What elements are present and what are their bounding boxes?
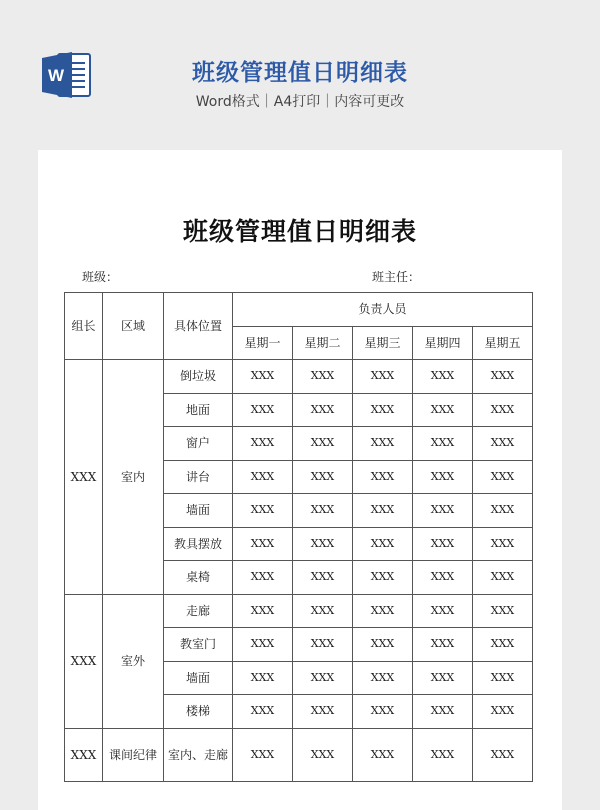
header-day: 星期一 [233, 326, 293, 360]
duty-person-cell: XXX [233, 360, 293, 394]
header-day: 星期五 [473, 326, 533, 360]
duty-person-cell: XXX [473, 360, 533, 394]
duty-person-cell: XXX [293, 360, 353, 394]
location-cell: 讲台 [164, 460, 233, 494]
class-field-label: 班级： [82, 270, 119, 284]
location-cell: 窗户 [164, 427, 233, 461]
duty-person-cell: XXX [353, 360, 413, 394]
duty-person-cell: XXX [293, 661, 353, 695]
document-title: 班级管理值日明细表 [182, 217, 417, 246]
duty-person-cell: XXX [353, 393, 413, 427]
duty-person-cell: XXX [293, 628, 353, 662]
duty-person-cell: XXX [293, 695, 353, 729]
duty-person-cell: XXX [413, 360, 473, 394]
header-day: 星期四 [413, 326, 473, 360]
duty-person-cell: XXX [413, 661, 473, 695]
location-cell: 楼梯 [164, 695, 233, 729]
table-row [65, 360, 533, 394]
duty-person-cell: XXX [413, 460, 473, 494]
duty-person-cell: XXX [473, 594, 533, 628]
duty-person-cell: XXX [233, 695, 293, 729]
duty-person-cell: XXX [473, 460, 533, 494]
header-area: 区域 [103, 293, 164, 360]
promo-title: 班级管理值日明细表 [192, 60, 408, 86]
duty-person-cell: XXX [293, 561, 353, 595]
duty-person-cell: XXX [353, 695, 413, 729]
promo-subtitle: Word格式｜A4打印｜内容可更改 [195, 94, 405, 110]
duty-person-cell: XXX [293, 427, 353, 461]
duty-person-cell: XXX [353, 527, 413, 561]
duty-person-cell: XXX [293, 460, 353, 494]
word-icon-letter: W [47, 66, 65, 85]
duty-person-cell: XXX [473, 661, 533, 695]
duty-person-cell: XXX [353, 594, 413, 628]
duty-person-cell: XXX [293, 527, 353, 561]
duty-person-cell: XXX [473, 695, 533, 729]
area-cell: 课间纪律 [103, 728, 164, 781]
area-cell: 室外 [103, 594, 164, 728]
duty-person-cell: XXX [353, 728, 413, 781]
duty-person-cell: XXX [353, 460, 413, 494]
duty-person-cell: XXX [233, 728, 293, 781]
duty-person-cell: XXX [233, 494, 293, 528]
group-leader-cell: XXX [65, 594, 103, 728]
duty-person-cell: XXX [413, 628, 473, 662]
location-cell: 地面 [164, 393, 233, 427]
duty-person-cell: XXX [233, 628, 293, 662]
group-leader-cell: XXX [65, 728, 103, 781]
duty-person-cell: XXX [233, 661, 293, 695]
duty-person-cell: XXX [233, 594, 293, 628]
duty-person-cell: XXX [353, 628, 413, 662]
header-leader: 组长 [65, 293, 103, 360]
location-cell: 室内、走廊 [164, 728, 233, 781]
table-row [65, 594, 533, 628]
duty-person-cell: XXX [353, 427, 413, 461]
duty-person-cell: XXX [413, 594, 473, 628]
duty-person-cell: XXX [353, 661, 413, 695]
duty-person-cell: XXX [353, 494, 413, 528]
header-location: 具体位置 [164, 293, 233, 360]
duty-person-cell: XXX [413, 561, 473, 595]
duty-person-cell: XXX [473, 494, 533, 528]
area-cell: 室内 [103, 360, 164, 595]
teacher-field-label: 班主任： [372, 270, 421, 284]
duty-person-cell: XXX [233, 561, 293, 595]
duty-person-cell: XXX [233, 527, 293, 561]
duty-person-cell: XXX [413, 494, 473, 528]
duty-person-cell: XXX [233, 393, 293, 427]
duty-person-cell: XXX [473, 561, 533, 595]
group-leader-cell: XXX [65, 360, 103, 595]
duty-person-cell: XXX [233, 460, 293, 494]
table-row [65, 728, 533, 781]
duty-person-cell: XXX [413, 728, 473, 781]
duty-person-cell: XXX [473, 527, 533, 561]
header-day: 星期二 [293, 326, 353, 360]
promo-header [0, 0, 600, 150]
duty-person-cell: XXX [413, 393, 473, 427]
location-cell: 桌椅 [164, 561, 233, 595]
duty-person-cell: XXX [413, 527, 473, 561]
duty-person-cell: XXX [233, 427, 293, 461]
location-cell: 教具摆放 [164, 527, 233, 561]
duty-person-cell: XXX [413, 695, 473, 729]
duty-person-cell: XXX [473, 628, 533, 662]
location-cell: 墙面 [164, 661, 233, 695]
document-page [38, 150, 562, 810]
duty-table [64, 292, 533, 782]
location-cell: 教室门 [164, 628, 233, 662]
duty-person-cell: XXX [353, 561, 413, 595]
duty-person-cell: XXX [293, 594, 353, 628]
duty-person-cell: XXX [293, 494, 353, 528]
duty-person-cell: XXX [413, 427, 473, 461]
duty-person-cell: XXX [473, 427, 533, 461]
duty-person-cell: XXX [473, 393, 533, 427]
header-row [65, 293, 533, 327]
location-cell: 倒垃圾 [164, 360, 233, 394]
header-responsible: 负责人员 [233, 293, 533, 327]
location-cell: 墙面 [164, 494, 233, 528]
duty-person-cell: XXX [293, 728, 353, 781]
duty-person-cell: XXX [293, 393, 353, 427]
duty-person-cell: XXX [473, 728, 533, 781]
location-cell: 走廊 [164, 594, 233, 628]
header-day: 星期三 [353, 326, 413, 360]
